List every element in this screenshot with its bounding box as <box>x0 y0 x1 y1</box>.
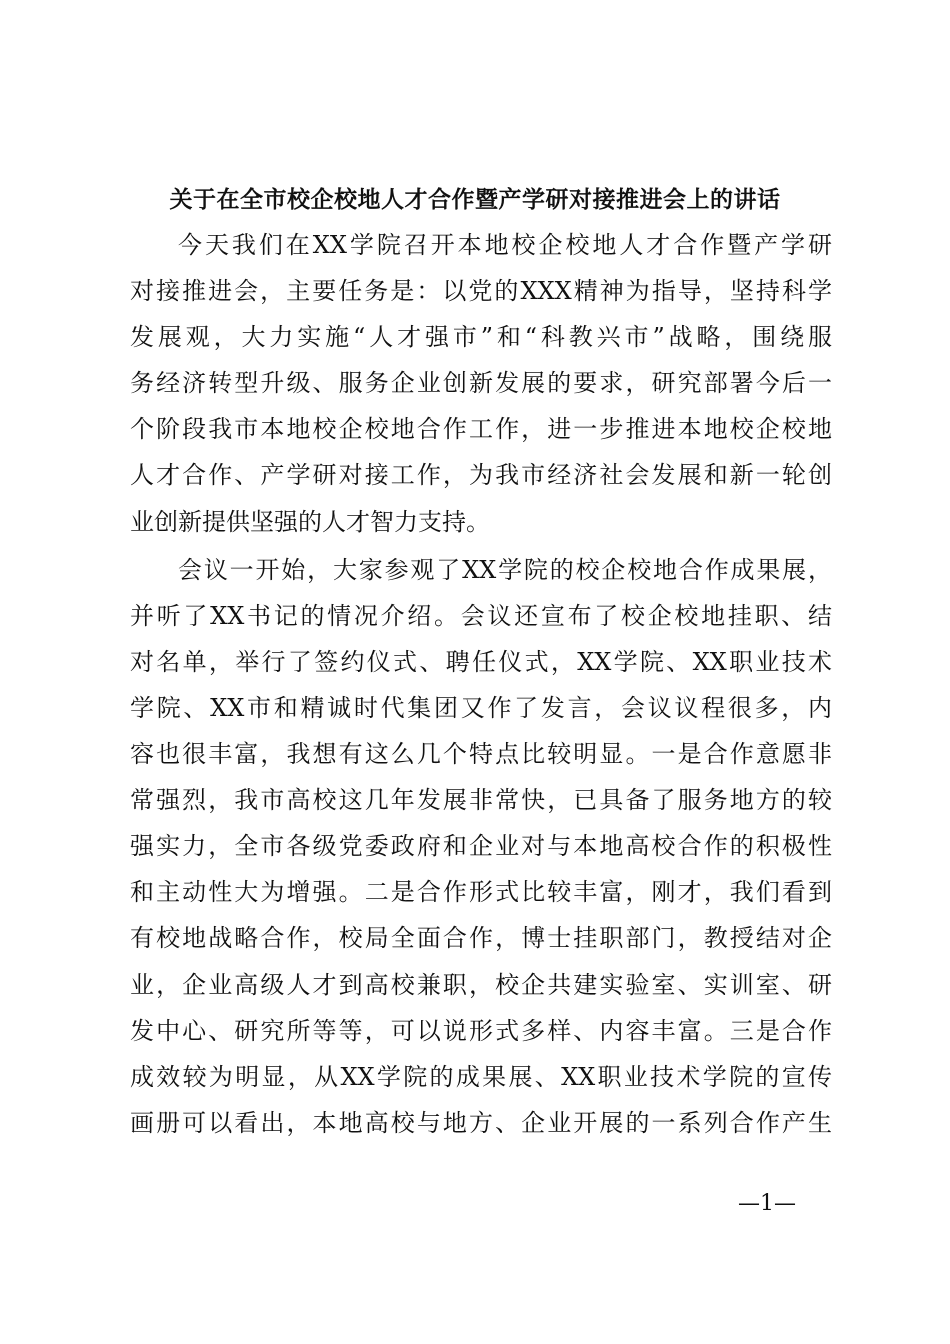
text-line: 有校地战略合作，校局全面合作，博士挂职部门，教授结对企 <box>130 924 832 953</box>
text-line: 学院、XX市和精诚时代集团又作了发言，会议议程很多，内 <box>130 693 832 722</box>
document-body <box>130 222 832 1148</box>
text-line: 成效较为明显，从XX学院的成果展、XX职业技术学院的宣传 <box>130 1062 832 1091</box>
text-line: 和主动性大为增强。二是合作形式比较丰富，刚才，我们看到 <box>130 878 832 907</box>
paragraph <box>130 547 832 1146</box>
text-line: 对名单，举行了签约仪式、聘任仪式，XX学院、XX职业技术 <box>130 647 832 676</box>
text-line: 强实力，全市各级党委政府和企业对与本地高校合作的积极性 <box>130 832 832 861</box>
text-line: 常强烈，我市高校这几年发展非常快，已具备了服务地方的较 <box>130 786 832 815</box>
text-line: 画册可以看出，本地高校与地方、企业开展的一系列合作产生 <box>130 1108 832 1137</box>
text-line: 并听了XX书记的情况介绍。会议还宣布了校企校地挂职、结 <box>130 601 832 630</box>
text-line: 个阶段我市本地校企校地合作工作，进一步推进本地校企校地 <box>130 415 832 444</box>
text-line: 容也很丰富，我想有这么几个特点比较明显。一是合作意愿非 <box>130 740 832 769</box>
text-line: 对接推进会，主要任务是：以党的XXX精神为指导，坚持科学 <box>130 277 832 306</box>
text-line: 务经济转型升级、服务企业创新发展的要求，研究部署今后一 <box>130 369 832 398</box>
text-line: 发展观，大力实施“人才强市”和“科教兴市”战略，围绕服 <box>130 323 832 352</box>
page-number: —1— <box>738 1191 796 1216</box>
text-line: 发中心、研究所等等，可以说形式多样、内容丰富。三是合作 <box>130 1016 832 1045</box>
text-line: 人才合作、产学研对接工作，为我市经济社会发展和新一轮创 <box>130 461 832 490</box>
text-line: 会议一开始，大家参观了XX学院的校企校地合作成果展， <box>178 555 832 584</box>
text-line: 业，企业高级人才到高校兼职，校企共建实验室、实训室、研 <box>130 970 832 999</box>
text-line: 业创新提供坚强的人才智力支持。 <box>130 507 490 536</box>
text-line: 今天我们在XX学院召开本地校企校地人才合作暨产学研 <box>178 231 832 259</box>
document-title: 关于在全市校企校地人才合作暨产学研对接推进会上的讲话 <box>169 186 781 213</box>
paragraph <box>130 222 832 545</box>
